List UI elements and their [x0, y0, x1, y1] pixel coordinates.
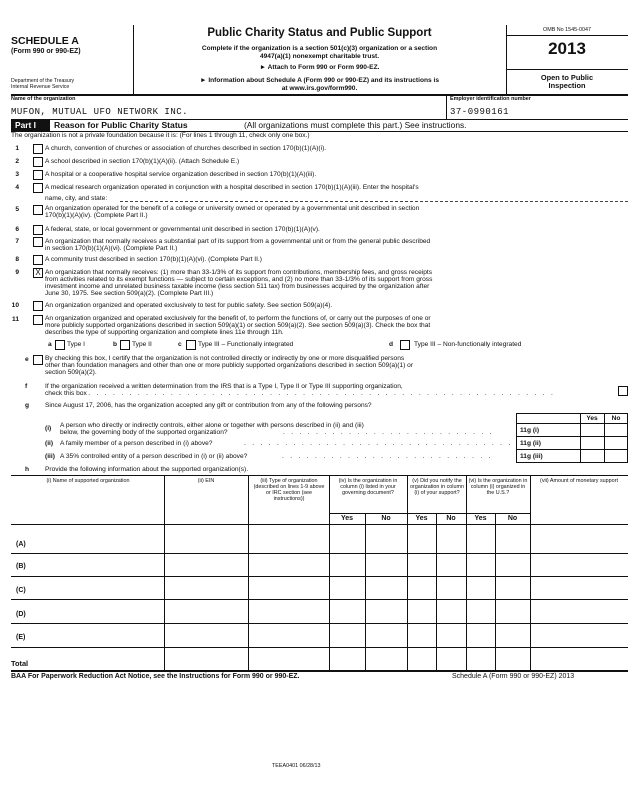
- part-label-box: [11, 120, 50, 131]
- part-title: Reason for Public Charity Status: [54, 120, 188, 130]
- col-4-yes: Yes: [340, 515, 354, 522]
- line-7-text: An organization that normally receives a substantial part of its support from a governmental unit or from the general public described: [45, 238, 431, 245]
- type-b-letter: b: [113, 341, 118, 348]
- line-2-number: 2: [15, 158, 19, 165]
- col-1-header: (i) Name of supported organization: [46, 478, 130, 484]
- part-title-note: (All organizations must complete this part.) See instructions.: [244, 120, 467, 130]
- line-11f-checkbox[interactable]: [618, 386, 628, 396]
- line-11f-letter: f: [25, 383, 28, 390]
- col-2-header: (ii) EIN: [197, 478, 215, 484]
- line-7-number: 7: [15, 238, 19, 245]
- line-8-checkbox[interactable]: [33, 255, 43, 265]
- line-5-text-2: 170(b)(1)(A)(iv). (Complete Part II.): [45, 212, 148, 219]
- col-5-yes: Yes: [415, 515, 428, 522]
- line-11g-ii-number: (ii): [45, 440, 54, 447]
- line-7-checkbox[interactable]: [33, 237, 43, 247]
- line-4-text-2: name, city, and state:: [45, 195, 108, 202]
- type-ii-label: Type II: [132, 341, 152, 348]
- form-title: Public Charity Status and Public Support: [207, 27, 432, 39]
- line-11f-text-2: check this box: [45, 390, 87, 397]
- no-header: No: [611, 415, 621, 422]
- line-11h-text: Provide the following information about the supported organization(s).: [45, 466, 249, 473]
- line-5-checkbox[interactable]: [33, 205, 43, 215]
- line-11g-i-text: A person who directly or indirectly controls, either alone or together with persons described in (ii) and (iii): [60, 422, 364, 429]
- line-11g-iii-text: A 35% controlled entity of a person described in (i) or (ii) above?: [60, 453, 248, 460]
- line-1-text: A church, convention of churches or association of churches described in section 170(b)(1)(A)(i).: [45, 145, 327, 152]
- type-i-checkbox[interactable]: [55, 340, 65, 350]
- line-10-number: 10: [11, 302, 19, 309]
- line-5-text: An organization operated for the benefit of a college or university owned or operated by a governmental unit described in section: [45, 205, 420, 212]
- line-2-text: A school described in section 170(b)(1)(A)(ii). (Attach Schedule E.): [45, 158, 240, 165]
- line-6-checkbox[interactable]: [33, 225, 43, 235]
- line-11g-iii-number: (iii): [45, 453, 55, 460]
- subtitle-line2: 4947(a)(1) nonexempt charitable trust.: [259, 53, 380, 60]
- line-3-checkbox[interactable]: [33, 170, 43, 180]
- line-9-checkbox[interactable]: X: [33, 268, 43, 278]
- line-11e-text: By checking this box, I certify that the organization is not controlled directly or indirectly by one or more disqualified persons: [45, 355, 405, 362]
- line-6-text: A federal, state, or local government or governmental unit described in section 170(b)(1)(A)(v).: [45, 226, 320, 233]
- line-11g-iii-no-cell[interactable]: [605, 450, 627, 462]
- line-11g-ii-yes-cell[interactable]: [581, 437, 603, 449]
- open-public-line2: Inspection: [548, 81, 586, 90]
- line-11e-text-3: section 509(a)(2).: [45, 369, 97, 376]
- type-iii-nfi-checkbox[interactable]: [400, 340, 410, 350]
- line-11f-leader: . . . . . . . . . . . . . . . . . . . . . . . . . . . . . . . . . . . . . . . . . . . . . . . . . . . . . . . . . .: [80, 390, 556, 397]
- line-11g-i-text-2: below, the governing body of the supported organization?: [60, 429, 228, 436]
- line-9-text-4: June 30, 1975. See section 509(a)(2). (Complete Part III.): [45, 290, 214, 297]
- type-iii-fi-label: Type III – Functionally integrated: [198, 341, 294, 348]
- col-3-header: (iii) Type of organization (described on lines 1-9 above or IRC section (see instructions)): [253, 478, 325, 502]
- line-4-checkbox[interactable]: [33, 183, 43, 193]
- line-9-text-2: from activities related to its exempt functions — subject to certain exceptions, and (2) no more than 33-1/3% of its support from gross: [45, 276, 433, 283]
- line-11e-checkbox[interactable]: [33, 355, 43, 365]
- line-8-text: A community trust described in section 170(b)(1)(A)(vi). (Complete Part II.): [45, 256, 262, 263]
- info-note-line2: at www.irs.gov/form990.: [281, 85, 358, 92]
- line-11g-letter: g: [25, 402, 30, 409]
- line-11g-iii-yes-cell[interactable]: [581, 450, 603, 462]
- col-6-header: (vi) Is the organization in column (i) organized in the U.S.?: [468, 478, 528, 496]
- open-public-line1: Open to Public: [540, 73, 594, 82]
- line-1-checkbox[interactable]: [33, 144, 43, 154]
- total-label: Total: [11, 659, 29, 668]
- line-11g-i-yes-cell[interactable]: [581, 424, 603, 436]
- type-a-letter: a: [48, 341, 52, 348]
- line-11g-i-number: (i): [45, 425, 52, 432]
- col-7-header: (vii) Amount of monetary support: [540, 478, 618, 484]
- col-4-no: No: [381, 515, 391, 522]
- line-11g-iii-ref: 11g (iii): [520, 453, 543, 460]
- line-9-number: 9: [15, 269, 19, 276]
- line-11g-text: Since August 17, 2006, has the organization accepted any gift or contribution from any of the following persons?: [45, 402, 372, 409]
- line-11g-ii-ref: 11g (ii): [520, 440, 541, 447]
- line-11h-letter: h: [25, 466, 30, 473]
- attach-note: ► Attach to Form 990 or Form 990-EZ.: [259, 64, 380, 71]
- org-name-label: Name of the organization: [11, 96, 76, 102]
- line-4-entry-field[interactable]: [120, 201, 628, 202]
- line-11g-ii-leader: . . . . . . . . . . . . . . . . . . . . . . . . . . . . . . . . .: [244, 440, 513, 447]
- line-11-text-2: more publicly supported organizations described in section 509(a)(1) or section 509(a)(2). See section 509(a)(3). Check the box that: [45, 322, 431, 329]
- line-10-text: An organization organized and operated exclusively to test for public safety. See section 509(a)(4).: [45, 302, 333, 309]
- type-c-letter: c: [178, 341, 182, 348]
- line-2-checkbox[interactable]: [33, 157, 43, 167]
- line-7-text-2: in section 170(b)(1)(A)(vi). (Complete Part II.): [45, 245, 178, 252]
- row-c-label: (C): [16, 587, 26, 594]
- department-label: Department of the Treasury: [11, 78, 75, 84]
- line-9-text-3: investment income and unrelated business taxable income (less section 511 tax) from businesses acquired by the organization after: [45, 283, 430, 290]
- line-11g-ii-no-cell[interactable]: [605, 437, 627, 449]
- type-d-letter: d: [389, 341, 394, 348]
- part-label: Part I: [15, 120, 36, 130]
- row-a-label: (A): [16, 541, 26, 548]
- line-11g-i-no-cell[interactable]: [605, 424, 627, 436]
- form-reference: (Form 990 or 990-EZ): [11, 48, 81, 55]
- line-11-text-3: describes the type of supporting organization and complete lines 11e through 11h.: [45, 329, 284, 336]
- line-10-checkbox[interactable]: [33, 301, 43, 311]
- tax-year: 2013: [548, 39, 586, 58]
- line-11g-ii-text: A family member of a person described in (i) above?: [60, 440, 213, 447]
- line-11e-text-2: other than foundation managers and other than one or more publicly supported organizations described in section 509(a)(1) or: [45, 362, 414, 369]
- ein-label: Employer identification number: [450, 96, 531, 102]
- schedule-label: SCHEDULE A: [11, 35, 79, 47]
- line-9-text: An organization that normally receives: (1) more than 33-1/3% of its support from contributions, membership fees, and gross receipts: [45, 269, 433, 276]
- line-5-number: 5: [15, 206, 19, 213]
- line-11g-i-ref: 11g (i): [520, 427, 540, 434]
- ein-value[interactable]: 37-0990161: [450, 107, 510, 117]
- org-name-value[interactable]: MUFON, MUTUAL UFO NETWORK INC.: [11, 107, 189, 117]
- yes-header: Yes: [586, 415, 598, 422]
- type-iii-nfi-label: Type III – Non-functionally integrated: [414, 341, 522, 348]
- col-4-header: (iv) Is the organization in column (i) listed in your governing document?: [338, 478, 398, 496]
- subtitle-line1: Complete if the organization is a section 501(c)(3) organization or a section: [201, 45, 438, 52]
- part-intro: The organization is not a private foundation because it is: (For lines 1 through 11, check only one box.): [11, 132, 310, 139]
- col-6-no: No: [507, 515, 518, 522]
- info-note-line1: ► Information about Schedule A (Form 990 or 990-EZ) and its instructions is: [199, 77, 440, 84]
- col-6-yes: Yes: [474, 515, 487, 522]
- omb-number: OMB No 1545-0047: [543, 27, 591, 33]
- line-11g-iii-leader: . . . . . . . . . . . . . . . . . . . . . . . . . .: [282, 453, 493, 460]
- line-11g-i-leader: . . . . . . . . . . . . . . . . . . . . . . . . . .: [283, 429, 494, 436]
- line-4-number: 4: [15, 184, 19, 191]
- irs-label: Internal Revenue Service: [11, 84, 70, 90]
- col-5-no: No: [446, 515, 456, 522]
- type-ii-checkbox[interactable]: [120, 340, 130, 350]
- type-i-label: Type I: [67, 341, 85, 348]
- line-11-number: 11: [12, 316, 19, 323]
- line-11-text: An organization organized and operated exclusively for the benefit of, to perform the functions of, or carry out the purposes of one or: [45, 315, 431, 322]
- line-1-number: 1: [15, 145, 19, 152]
- line-8-number: 8: [15, 256, 19, 263]
- line-6-number: 6: [15, 226, 19, 233]
- line-11f-text: If the organization received a written determination from the IRS that is a Type I, Type II or Type III supporting organization,: [45, 383, 403, 390]
- col-5-header: (v) Did you notify the organization in column (i) of your support?: [410, 478, 464, 496]
- schedule-footer: Schedule A (Form 990 or 990-EZ) 2013: [452, 673, 575, 680]
- baa-notice: BAA For Paperwork Reduction Act Notice, see the Instructions for Form 990 or 990-EZ.: [11, 673, 300, 680]
- line-3-number: 3: [15, 171, 19, 178]
- line-11-checkbox[interactable]: [33, 315, 43, 325]
- row-d-label: (D): [16, 611, 26, 618]
- form-code: TEEA0401 06/28/13: [272, 763, 321, 769]
- type-iii-fi-checkbox[interactable]: [186, 340, 196, 350]
- row-e-label: (E): [16, 634, 26, 641]
- line-3-text: A hospital or a cooperative hospital service organization described in section 170(b)(1)(A)(iii).: [45, 171, 317, 178]
- row-b-label: (B): [16, 563, 26, 570]
- line-4-text: A medical research organization operated in conjunction with a hospital described in section 170(b)(1)(A)(iii). Enter the hospital's: [45, 184, 419, 191]
- line-11e-letter: e: [25, 356, 29, 363]
